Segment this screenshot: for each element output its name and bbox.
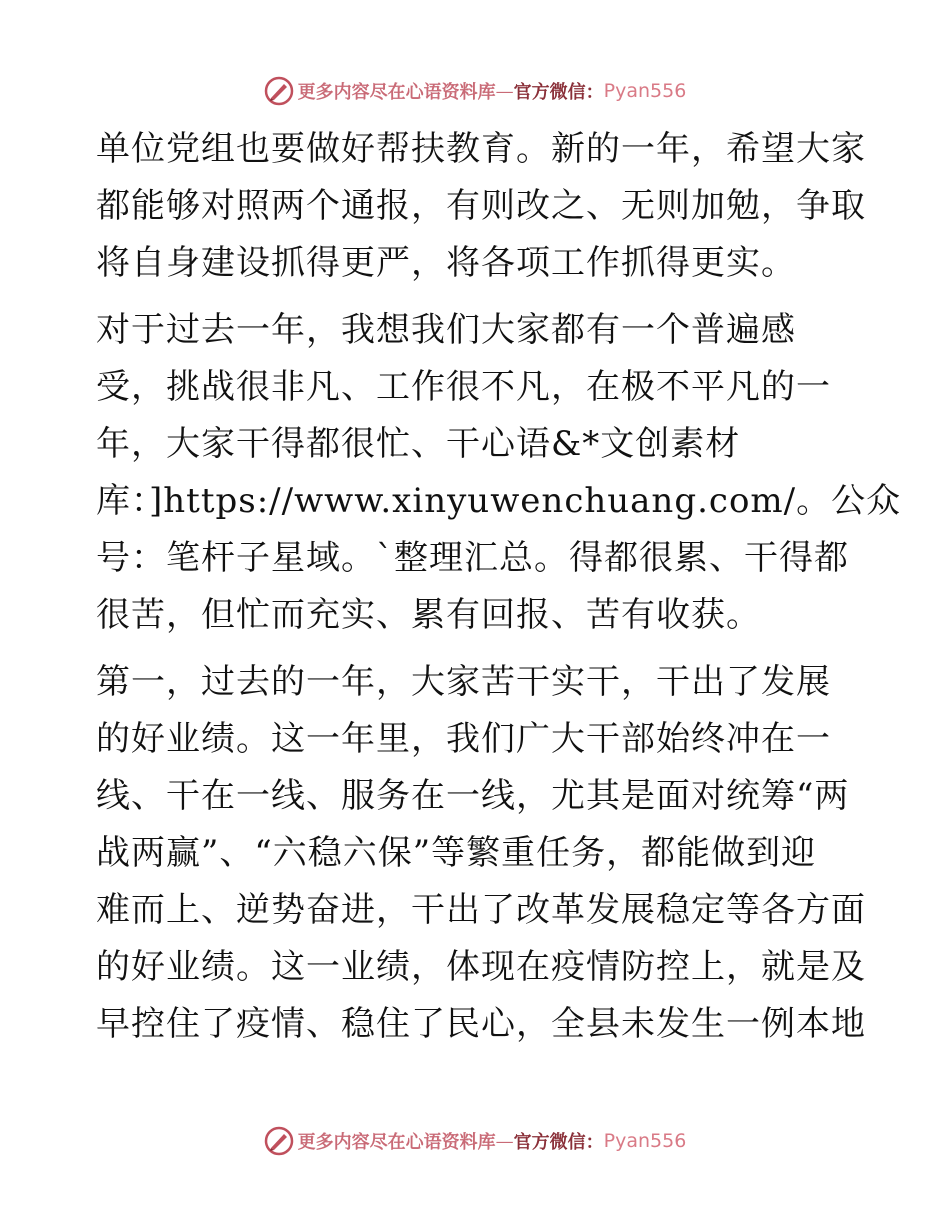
footer-wechat-id: Pyan556 bbox=[603, 1130, 687, 1152]
text-line: 第一，过去的一年，大家苦干实干，干出了发展 bbox=[96, 662, 831, 702]
page-footer bbox=[0, 1126, 950, 1156]
text-line: 将自身建设抓得更严，将各项工作抓得更实。 bbox=[96, 243, 796, 283]
text-line: 难而上、逆势奋进，干出了改革发展稳定等各方面 bbox=[96, 890, 866, 930]
text-line: 战两赢”、“六稳六保”等繁重任务，都能做到迎 bbox=[96, 833, 817, 873]
paragraph-2 bbox=[96, 302, 902, 644]
header-dash: — bbox=[495, 80, 514, 102]
text-line: 对于过去一年，我想我们大家都有一个普遍感 bbox=[96, 310, 796, 350]
text-line: 早控住了疫情、稳住了民心，全县未发生一例本地 bbox=[96, 1004, 866, 1044]
header-wechat-id: Pyan556 bbox=[603, 80, 687, 102]
paragraph-1 bbox=[96, 121, 866, 292]
pen-logo-icon bbox=[264, 76, 294, 106]
footer-wechat-label: 官方微信： bbox=[513, 1132, 604, 1153]
text-line: 年，大家干得都很忙、干心语&*文创素材 bbox=[96, 424, 741, 464]
body-text bbox=[96, 121, 902, 1063]
pen-logo-icon bbox=[264, 1126, 294, 1156]
page-header bbox=[0, 76, 950, 106]
text-line: 的好业绩。这一业绩，体现在疫情防控上，就是及 bbox=[96, 947, 866, 987]
header-site-text: 更多内容尽在心语资料库 bbox=[297, 82, 496, 103]
text-line: 号：笔杆子星域。`整理汇总。得都很累、干得都 bbox=[96, 538, 849, 578]
paragraph-3 bbox=[96, 654, 866, 1053]
text-line: 很苦，但忙而充实、累有回报、苦有收获。 bbox=[96, 595, 761, 635]
text-line: 受，挑战很非凡、工作很不凡，在极不平凡的一 bbox=[96, 367, 831, 407]
text-line: 库：]https://www.xinyuwenchuang.com/。公众 bbox=[96, 481, 902, 521]
header-wechat-label: 官方微信： bbox=[513, 82, 604, 103]
text-line: 都能够对照两个通报，有则改之、无则加勉，争取 bbox=[96, 186, 866, 226]
footer-dash: — bbox=[495, 1130, 514, 1152]
text-line: 的好业绩。这一年里，我们广大干部始终冲在一 bbox=[96, 719, 831, 759]
footer-site-text: 更多内容尽在心语资料库 bbox=[297, 1132, 496, 1153]
text-line: 单位党组也要做好帮扶教育。新的一年，希望大家 bbox=[96, 129, 866, 169]
text-line: 线、干在一线、服务在一线，尤其是面对统筹“两 bbox=[96, 776, 850, 816]
